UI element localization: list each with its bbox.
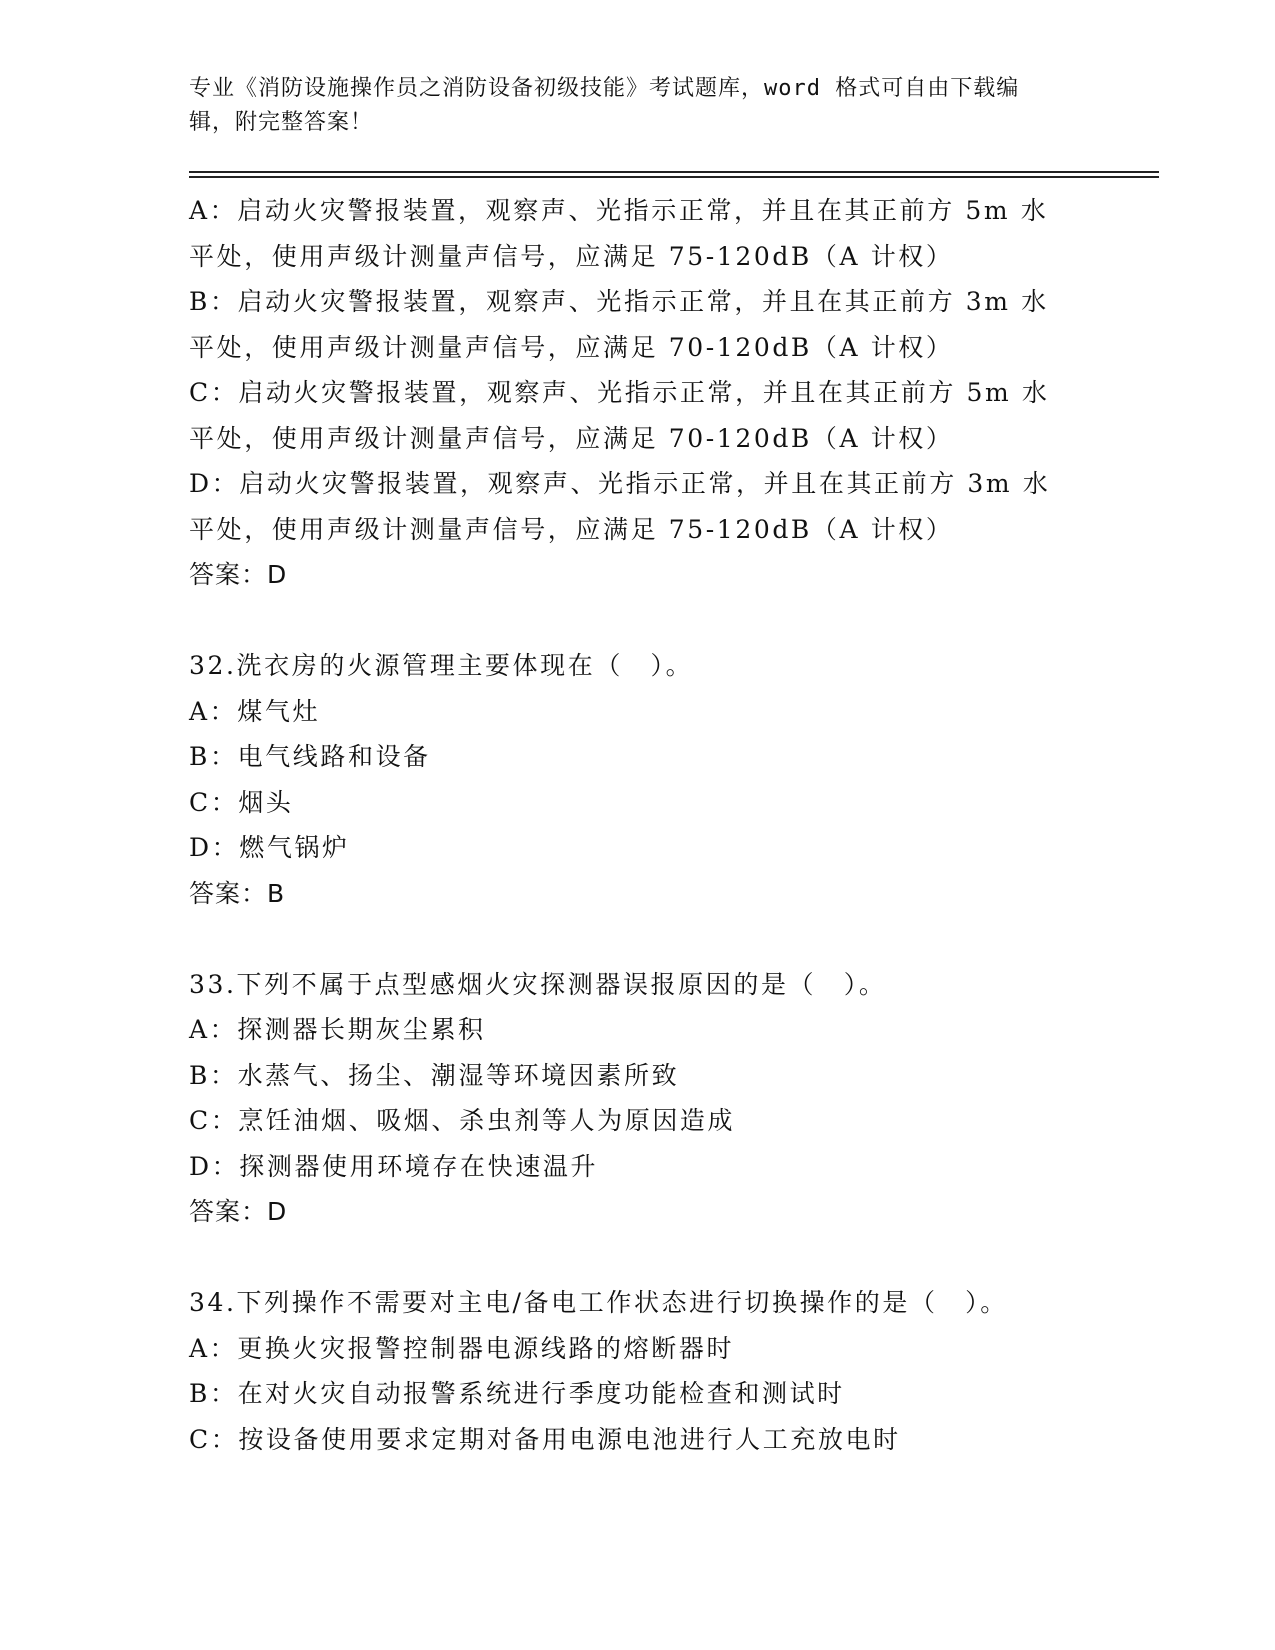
spacer xyxy=(189,1235,1089,1281)
option-line: 平处，使用声级计测量声信号，应满足 75-120dB（A 计权） xyxy=(189,514,954,544)
option-a: A：更换火灾报警控制器电源线路的熔断器时 xyxy=(189,1333,735,1363)
question-block-34 xyxy=(189,1280,1089,1462)
question-stem: 33.下列不属于点型感烟火灾探测器误报原因的是（ ）。 xyxy=(189,969,887,999)
header-rule-bottom xyxy=(189,176,1159,178)
question-stem: 32.洗衣房的火源管理主要体现在（ ）。 xyxy=(189,651,694,680)
answer-line: 答案：B xyxy=(189,878,286,908)
spacer xyxy=(189,598,1089,644)
answer-line: 答案：D xyxy=(189,1197,288,1226)
option-line: 平处，使用声级计测量声信号，应满足 75-120dB（A 计权） xyxy=(189,241,954,271)
option-c: C：烹饪油烟、吸烟、杀虫剂等人为原因造成 xyxy=(189,1106,736,1135)
option-line: C：启动火灾警报装置，观察声、光指示正常，并且在其正前方 5m 水 xyxy=(189,378,1050,407)
question-block-33 xyxy=(189,962,1089,1235)
header-line-2: 辑，附完整答案！ xyxy=(189,110,374,135)
option-line: B：启动火灾警报装置，观察声、光指示正常，并且在其正前方 3m 水 xyxy=(189,287,1049,316)
question-block-32 xyxy=(189,643,1089,916)
option-b: B：电气线路和设备 xyxy=(189,742,431,771)
option-line: 平处，使用声级计测量声信号，应满足 70-120dB（A 计权） xyxy=(189,332,954,362)
question-block-31 xyxy=(189,188,1089,598)
option-line: A：启动火灾警报装置，观察声、光指示正常，并且在其正前方 5m 水 xyxy=(189,196,1049,225)
option-c: C：按设备使用要求定期对备用电源电池进行人工充放电时 xyxy=(189,1424,901,1454)
option-d: D：燃气锅炉 xyxy=(189,833,350,862)
question-list xyxy=(189,188,1089,1462)
spacer xyxy=(189,916,1089,962)
option-b: B：水蒸气、扬尘、潮湿等环境因素所致 xyxy=(189,1060,680,1090)
header-line-1: 专业《消防设施操作员之消防设备初级技能》考试题库，word 格式可自由下载编 xyxy=(189,76,1020,101)
option-d: D：探测器使用环境存在快速温升 xyxy=(189,1151,599,1181)
document-header xyxy=(189,72,1089,140)
header-rule-top xyxy=(189,171,1159,173)
option-line: 平处，使用声级计测量声信号，应满足 70-120dB（A 计权） xyxy=(189,423,954,453)
answer-line: 答案：D xyxy=(189,560,288,589)
option-c: C：烟头 xyxy=(189,787,294,817)
question-stem: 34.下列操作不需要对主电/备电工作状态进行切换操作的是（ ）。 xyxy=(189,1288,1008,1317)
option-line: D：启动火灾警报装置，观察声、光指示正常，并且在其正前方 3m 水 xyxy=(189,469,1051,498)
option-a: A：煤气灶 xyxy=(189,696,321,726)
option-b: B：在对火灾自动报警系统进行季度功能检查和测试时 xyxy=(189,1379,845,1408)
option-a: A：探测器长期灰尘累积 xyxy=(189,1015,486,1044)
